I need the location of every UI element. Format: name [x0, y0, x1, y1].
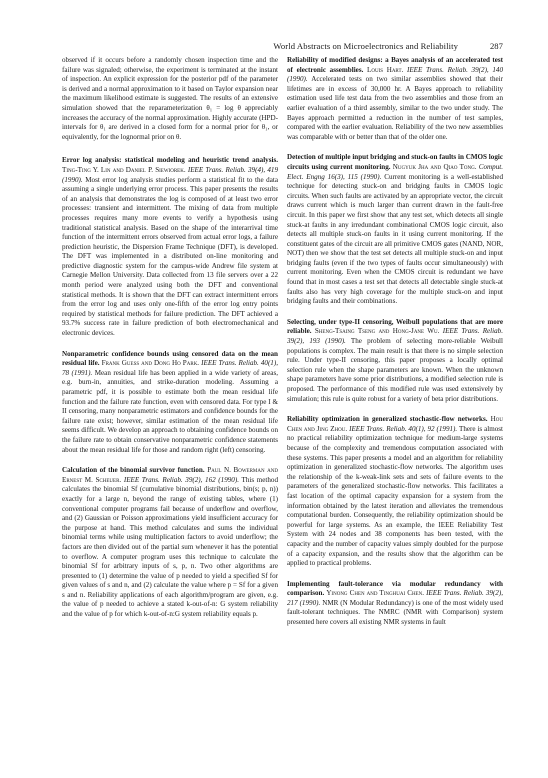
abstract-authors: Yinong Chen and Tinghuai Chen.: [326, 589, 424, 598]
abstract-citation: IEEE Trans. Reliab. 40(1), 92 (1991).: [349, 424, 458, 433]
abstract-text: There is almost no practical reliability optimization technique for medium-large systems because of the complexity and tremendous computation associated with these systems. This paper presents a model and an algorithm for reliability optimization in generalized stochastic-flow networks. The algorithm uses the relationship of the k-weak-link sets and sets of failure events to the parameters of the generalized stochastic-flow networks. This facilitates a fast location of the optimal capacity expansion for a system from the information obtained by the latest iteration and alleviates the tremendous computational burden. Consequently, the reliability optimization should be powerful for large systems. As an example, the IEEE Reliability Test System with 24 nodes and 38 components has been tested, with the capacity and the number of capacity values simply doubled for the purpose of a capacity expansion, and the results show that the algorithm can be applied to practical problems.: [287, 424, 503, 568]
abstract-text: Mean residual life has been applied in a wide variety of areas, e.g. burn-in, annuities, and strike-duration modeling. Assuming a parametric pdf, it is possible to estimate both the mean residual life function and the failure rate function, even with censored data. For type I & II censoring, many nonparametric estimators and confidence bounds for the failure rate exist; however, similar estimation of the mean residual life seems difficult. We develop an approach to obtaining confidence bounds on the failure rate to obtain conservative nonparametric confidence statements about the mean residual life for those and random right (left) censoring.: [62, 368, 278, 454]
abstract-citation: IEEE Trans. Reliab. 39(2), 193 (1990).: [287, 327, 503, 346]
abstract-title: Nonparametric confidence bounds using censored data on the mean residual life.: [62, 349, 278, 368]
abstract-text: Accelerated tests on two similar assemblies showed that their lifetimes are in excess of 30,000 hr. A Bayes approach to reliability estimation used life test data from the two assemblies and those from an earlier evaluation of a third assembly, similar to the two under study. The Bayes approach permitted a reduction in the number of test samples, compared with the earlier evaluation. Reliability of the two new assemblies was comparable with or better than that of the older one.: [287, 75, 503, 141]
abstract-paragraph: [287, 56, 503, 142]
abstract-authors: Sheng-Tsaing Tseng and Hong-Jane Wu.: [314, 327, 440, 336]
abstract-citation: IEEE Trans. Reliab. 39(4), 419 (1990).: [62, 165, 278, 184]
abstract-authors: Nugyuk Jha and Qiao Tong.: [392, 162, 477, 171]
abstract-text: Current monitoring is a well-established technique for detecting stuck-on and bridging faults in CMOS logic circuits. When such faults are activated by an appropriate vector, the circuit draws current which is much larger than current drawn in the fault-free circuit. In this paper we first show that any test set, which detects all single stuck-at faults in any irredundant combinational CMOS logic circuit, also detects all multiple stuck-on faults in it using current monitoring. If the constituent gates of the circuit are all primitive CMOS gates (NAND, NOR, NOT) then we show that the test set detects all multiple stuck-on and input bridging faults (even if the two types of faults occur simultaneously) with current monitoring. Even when the CMOS circuit is redundant we have found that in most cases a test set that detects all detectable single stuck-at faults also has very high coverage for the multiple stuck-on and input bridging faults and their combinations.: [287, 172, 503, 306]
abstract-paragraph: [287, 153, 503, 307]
abstract-text: The problem of selecting more-reliable Weibull populations is complex. The main result is that there is no simple selection rule. Under type-II censoring, this paper proposes a locally optimal selection rule when the shape parameters are known. When the unknown shape parameters have some prior distributions, a modified selection rule is proposed. The performance of this modified rule was used extensively by simulation; this rule is quite robust for a variety of beta prior distributions.: [287, 337, 503, 403]
abstract-text: This method calculates the binomial Sf (cumulative binomial distributions, bin(s; p, n)) exactly for a large n, beyond the range of existing tables, where (1) conventional computer programs fail because of underflow and overflow, and (2) Gaussian or Poisson approximations yield insufficient accuracy for the purpose at hand. This method calculates and sums the individual binomial terms while using multiplication factors to avoid underflow; the factors are then divided out of the partial sum whenever it has the potential to overflow. A computer program uses this technique to calculate the binomial Sf for arbitrary inputs of s, p, n. Two other algorithms are presented to (1) determine the value of p needed to yield a specified Sf for given values of s and n, and (2) calculate the value where p = Sf for a given s and n. Reliability applications of each algorithm/program are given, e.g. the value of p needed to achieve a stated k-out-of-n: G system reliability and the value of p for which k-out-of-n:G system reliability equals p.: [62, 475, 278, 619]
abstract-entry: [287, 580, 503, 628]
abstract-paragraph: [287, 415, 503, 569]
abstract-title: Selecting, under type-II censoring, Weibull populations that are more reliable.: [287, 317, 503, 336]
abstract-entry: [62, 466, 278, 620]
abstract-citation: IEEE Trans. Reliab. 39(2), 140 (1990).: [287, 65, 504, 84]
abstract-entry: [287, 153, 503, 307]
abstract-citation: Comput. Elect. Engng 16(3), 115 (1990).: [287, 162, 503, 181]
abstract-authors: Ting-Ting Y. Lin and Daniel P. Siewiorek.: [62, 165, 186, 174]
abstract-entry: [62, 350, 278, 456]
abstract-paragraph: [62, 466, 278, 620]
abstract-title: Implementing fault-tolerance via modular redundancy with comparison.: [287, 579, 503, 598]
abstract-paragraph: [287, 318, 503, 404]
right-column: [287, 56, 503, 639]
abstract-text: Most error log analysis studies perform a statistical fit to the data assuming a single underlying error process. This paper presents the results of an analysis that demonstrates the log is composed of at least two error processes: transient and intermittent. The mixing of data from multiple processes requires many more events to verify a hypothesis using traditional statistical analysis. Based on the shape of the interarrival time function of the intermittent errors observed from actual error logs, a failure prediction heuristic, the Dispersion Frame Technique (DFT), is developed. The DFT was implemented in a distributed on-line monitoring and predictive diagnostic system for the campus-wide Andrew file system at Carnegie Mellon University. Data collected from 13 file servers over a 22 month period were analyzed using both the DFT and conventional statistical methods. It is shown that the DFT can extract intermittent errors from the error log and uses only one-fifth of the error log entry points required by statistical methods for failure prediction. The DFT achieved a 93.7% success rate in failure prediction of both electromechanical and electronic devices.: [62, 175, 279, 338]
abstract-authors: Hou Chen and Jing Zhou.: [287, 415, 503, 433]
abstract-citation: IEEE Trans. Reliab. 39(2), 217 (1990).: [287, 589, 503, 607]
abstract-authors: Paul N. Bowerman and Ernest M. Scheuer.: [62, 466, 278, 484]
abstract-paragraph: [62, 156, 278, 338]
abstract-entry: [287, 56, 503, 142]
abstract-title: Reliability of modified designs: a Bayes analysis of an accelerated test of electronic assemblies.: [287, 56, 503, 74]
abstract-authors: Frank Guess and Dong Ho Park.: [101, 359, 200, 368]
abstract-citation: IEEE Trans. Reliab. 40(1), 78 (1991).: [62, 359, 278, 377]
abstract-title: Error log analysis: statistical modeling and heuristic trend analysis.: [62, 156, 278, 165]
abstract-title: Calculation of the binomial survivor function.: [62, 466, 205, 475]
abstract-title: Reliability optimization in generalized stochastic-flow networks.: [287, 415, 488, 424]
abstract-entry: [287, 318, 503, 404]
left-column: [62, 56, 278, 631]
abstract-paragraph: [62, 350, 278, 456]
abstract-text: NMR (N Modular Redundancy) is one of the most widely used fault-tolerant techniques. The NMRC (NMR with Comparison) system presented here covers all existing NMR systems in fault: [287, 598, 504, 627]
abstract-text: observed if it occurs before a randomly chosen inspection time and the failure was signaled; otherwise, the experiment is terminated at the instant of inspection. An explicit expression for the posterior pdf of the parameter is derived and a normal approximation to it based on Taylor expansion near the maximum likelihood estimate is suggested. The results of an extensive simulation showed that the reparameterization θ₁ = log θ appreciably increases the accuracy of the normal approximation. Highly accurate (HPD-intervals for θ₁ are derived in a closed form for a normal prior for θ₁, or equivalently, for the lognormal prior on θ.: [62, 56, 278, 141]
abstract-title: Detection of multiple input bridging and stuck-on faults in CMOS logic circuits using current monitoring.: [287, 153, 503, 171]
running-title: World Abstracts on Microelectronics and Reliability: [273, 41, 458, 51]
abstract-citation: IEEE Trans. Reliab. 39(2), 162 (1990).: [123, 475, 239, 484]
abstract-authors: Louis Hart.: [367, 65, 404, 74]
page-number: 287: [490, 41, 503, 51]
abstract-entry: [62, 56, 278, 142]
abstract-paragraph: [287, 580, 503, 628]
abstract-entry: [287, 415, 503, 569]
abstract-entry: [62, 156, 278, 338]
